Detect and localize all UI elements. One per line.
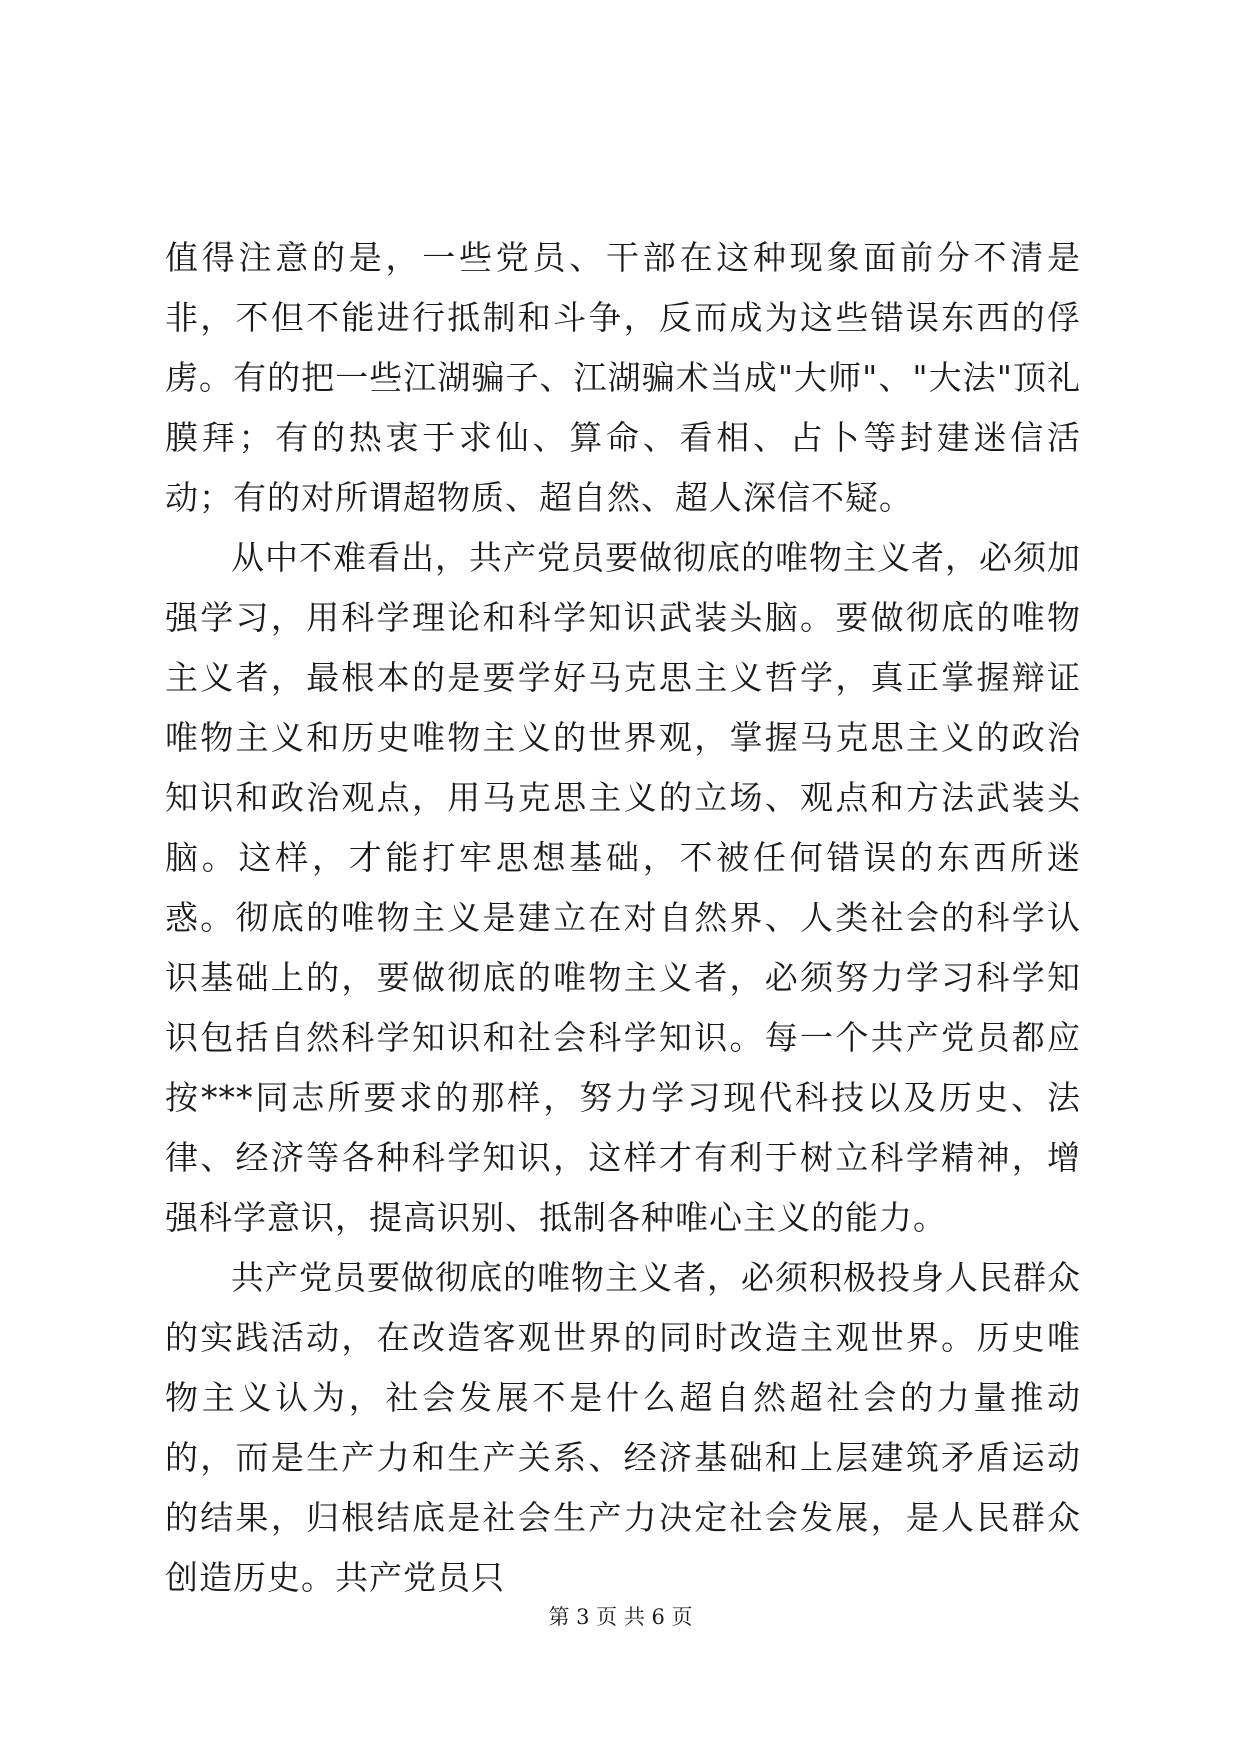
paragraph-2: 从中不难看出，共产党员要做彻底的唯物主义者，必须加强学习，用科学理论和科学知识武装头脑。要做彻底的唯物主义者，最根本的是要学好马克思主义哲学，真正掌握辩证唯物主义和历史唯物主义的世界观，掌握马克思主义的政治知识和政治观点，用马克思主义的立场、观点和方法武装头脑。这样，才能打牢思想基础，不被任何错误的东西所迷惑。彻底的唯物主义是建立在对自然界、人类社会的科学认识基础上的，要做彻底的唯物主义者，必须努力学习科学知识包括自然科学知识和社会科学知识。每一个共产党员都应按***同志所要求的那样，努力学习现代科技以及历史、法律、经济等各种科学知识，这样才有利于树立科学精神，增强科学意识，提高识别、抵制各种唯心主义的能力。 bbox=[165, 538, 1081, 1237]
paragraph-1: 值得注意的是，一些党员、干部在这种现象面前分不清是非，不但不能进行抵制和斗争，反而成为这些错误东西的俘虏。有的把一些江湖骗子、江湖骗术当成"大师"、"大法"顶礼膜拜；有的热衷于求仙、算命、看相、占卜等封建迷信活动；有的对所谓超物质、超自然、超人深信不疑。 bbox=[165, 238, 1081, 517]
paragraph-3: 共产党员要做彻底的唯物主义者，必须积极投身人民群众的实践活动，在改造客观世界的同时改造主观世界。历史唯物主义认为，社会发展不是什么超自然超社会的力量推动的，而是生产力和生产关系、经济基础和上层建筑矛盾运动的结果，归根结底是社会生产力决定社会发展，是人民群众创造历史。共产党员只 bbox=[165, 1258, 1081, 1597]
document-body bbox=[165, 228, 1081, 1608]
page-footer: 第 3 页 共 6 页 bbox=[548, 1605, 693, 1629]
